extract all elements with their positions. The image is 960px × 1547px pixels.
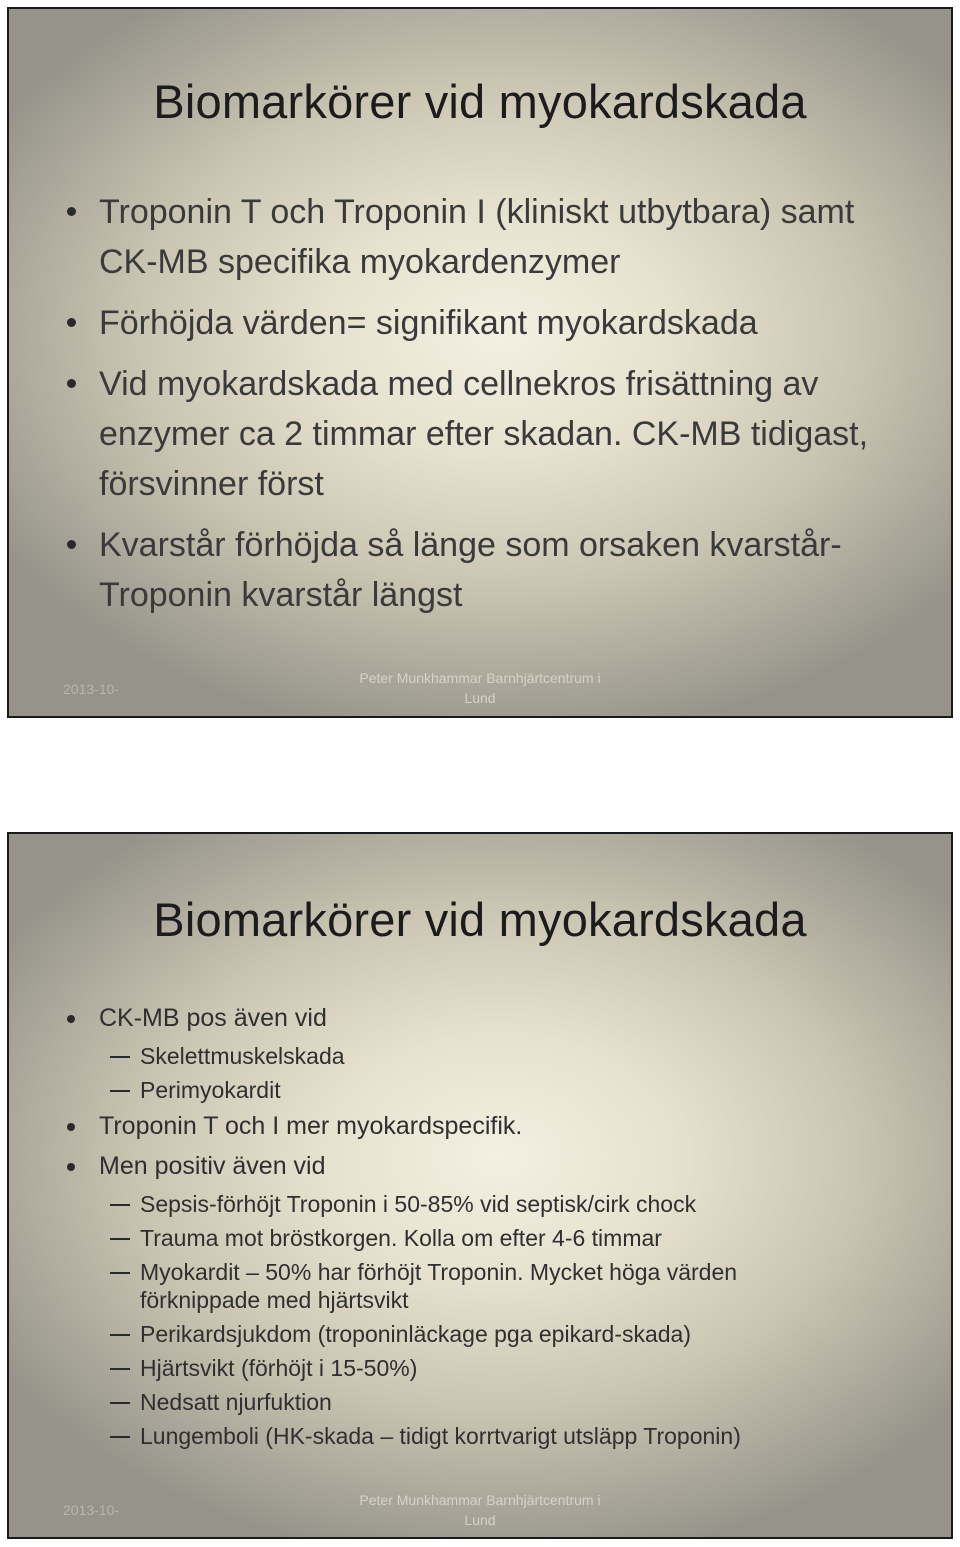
slide-date: 2013-10- bbox=[63, 681, 120, 697]
slide-2 bbox=[7, 832, 953, 1539]
sub-bullet-item: Myokardit – 50% har förhöjt Troponin. Mycket höga värden förknippade med hjärtsvikt bbox=[9, 1258, 921, 1314]
slide-date: 2013-10- bbox=[63, 1502, 120, 1518]
bullet-list bbox=[9, 187, 891, 620]
sub-bullet-item: Hjärtsvikt (förhöjt i 15-50%) bbox=[9, 1354, 921, 1382]
slide-1 bbox=[7, 7, 953, 718]
sub-bullet-item: Skelettmuskelskada bbox=[9, 1042, 921, 1070]
slide-title: Biomarkörer vid myokardskada bbox=[153, 893, 807, 946]
bullet-item: Men positiv även vid bbox=[9, 1148, 921, 1184]
footer-line: Lund bbox=[464, 690, 496, 706]
bullet-item: Vid myokardskada med cellnekros frisättning av enzymer ca 2 timmar efter skadan. CK-MB tidigast, försvinner först bbox=[9, 359, 891, 509]
slide-title: Biomarkörer vid myokardskada bbox=[153, 75, 807, 128]
bullet-list bbox=[9, 1000, 921, 1450]
sub-bullet-item: Perikardsjukdom (troponinläckage pga epikard-skada) bbox=[9, 1320, 921, 1348]
sub-bullet-item: Perimyokardit bbox=[9, 1076, 921, 1104]
bullet-group bbox=[9, 1000, 921, 1104]
slide-footer bbox=[9, 1490, 951, 1530]
bullet-item: Kvarstår förhöjda så länge som orsaken kvarstår- Troponin kvarstår längst bbox=[9, 520, 891, 620]
bullet-group bbox=[9, 1148, 921, 1450]
footer-line: Peter Munkhammar Barnhjärtcentrum i bbox=[359, 670, 601, 686]
bullet-item: Troponin T och Troponin I (kliniskt utbytbara) samt CK-MB specifika myokardenzymer bbox=[9, 187, 891, 287]
footer-line: Peter Munkhammar Barnhjärtcentrum i bbox=[359, 1492, 601, 1508]
sub-bullet-item: Nedsatt njurfuktion bbox=[9, 1388, 921, 1416]
bullet-item: Förhöjda värden= signifikant myokardskada bbox=[9, 298, 891, 348]
bullet-group bbox=[9, 1108, 921, 1144]
sub-bullet-item: Sepsis-förhöjt Troponin i 50-85% vid septisk/cirk chock bbox=[9, 1190, 921, 1218]
sub-bullet-item: Trauma mot bröstkorgen. Kolla om efter 4-6 timmar bbox=[9, 1224, 921, 1252]
bullet-item: CK-MB pos även vid bbox=[9, 1000, 921, 1036]
bullet-item: Troponin T och I mer myokardspecifik. bbox=[9, 1108, 921, 1144]
slide-footer bbox=[9, 668, 951, 708]
sub-bullet-item: Lungemboli (HK-skada – tidigt korrtvarigt utsläpp Troponin) bbox=[9, 1422, 921, 1450]
footer-line: Lund bbox=[464, 1512, 496, 1528]
